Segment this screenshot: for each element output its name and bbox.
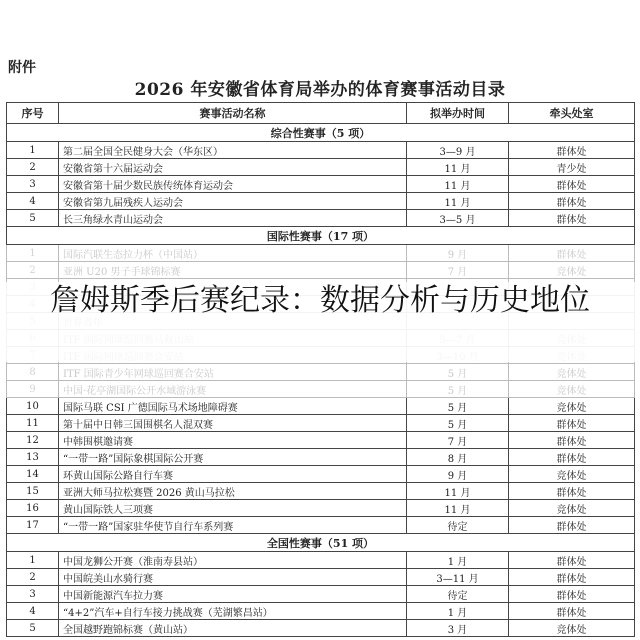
section-header-row bbox=[7, 534, 635, 552]
event-name: 第二届全国全民健身大会（华东区） bbox=[59, 142, 407, 159]
event-date: 11 月 bbox=[407, 176, 509, 193]
event-date: 9 月 bbox=[407, 245, 509, 262]
table-row bbox=[7, 483, 635, 500]
event-date: 1 月 bbox=[407, 603, 509, 620]
section-title: 国际性赛事（17 项） bbox=[7, 227, 635, 245]
event-name: 国际马联 CSI 广德国际马术场地障碍赛 bbox=[59, 398, 407, 415]
row-number: 8 bbox=[7, 364, 59, 381]
row-number: 5 bbox=[7, 620, 59, 637]
section-title: 全国性赛事（51 项） bbox=[7, 534, 635, 552]
lead-department: 群体处 bbox=[509, 176, 635, 193]
table-row bbox=[7, 432, 635, 449]
table-row bbox=[7, 364, 635, 381]
table-row bbox=[7, 262, 635, 279]
lead-department: 群体处 bbox=[509, 586, 635, 603]
document-title: 2026 年安徽省体育局举办的体育赛事活动目录 bbox=[134, 80, 506, 100]
table-row bbox=[7, 517, 635, 534]
event-name: 全国越野跑锦标赛（黄山站） bbox=[59, 620, 407, 637]
event-date: 11 月 bbox=[407, 483, 509, 500]
table-row bbox=[7, 466, 635, 483]
event-date: 11 月 bbox=[407, 500, 509, 517]
lead-department: 竞体处 bbox=[509, 262, 635, 279]
row-number: 2 bbox=[7, 262, 59, 279]
column-header-date: 拟举办时间 bbox=[407, 103, 509, 124]
row-number: 2 bbox=[7, 569, 59, 586]
table-row bbox=[7, 415, 635, 432]
event-name: 长三角绿水青山运动会 bbox=[59, 210, 407, 227]
events-table bbox=[6, 102, 635, 637]
table-row bbox=[7, 552, 635, 569]
lead-department: 群体处 bbox=[509, 449, 635, 466]
overlay-title: 詹姆斯季后赛纪录：数据分析与历史地位 bbox=[50, 283, 590, 318]
row-number: 15 bbox=[7, 483, 59, 500]
row-number: 1 bbox=[7, 245, 59, 262]
attachment-label: 附件 bbox=[8, 60, 36, 76]
column-header-number: 序号 bbox=[7, 103, 59, 124]
section-header-row bbox=[7, 124, 635, 142]
row-number: 5 bbox=[7, 210, 59, 227]
event-date: 待定 bbox=[407, 517, 509, 534]
event-name: 安徽省第十六届运动会 bbox=[59, 159, 407, 176]
lead-department: 群体处 bbox=[509, 210, 635, 227]
table-row bbox=[7, 245, 635, 262]
event-name: 中国龙狮公开赛（淮南寿县站） bbox=[59, 552, 407, 569]
event-name: 中国新能源汽车拉力赛 bbox=[59, 586, 407, 603]
event-name: 安徽省第十届少数民族传统体育运动会 bbox=[59, 176, 407, 193]
section-title: 综合性赛事（5 项） bbox=[7, 124, 635, 142]
table-row bbox=[7, 210, 635, 227]
event-name: 中韩围棋邀请赛 bbox=[59, 432, 407, 449]
lead-department: 群体处 bbox=[509, 517, 635, 534]
event-name: “一带一路”国家驻华使节自行车系列赛 bbox=[59, 517, 407, 534]
lead-department: 竞体处 bbox=[509, 381, 635, 398]
event-date: 3—11 月 bbox=[407, 569, 509, 586]
row-number: 3 bbox=[7, 586, 59, 603]
lead-department: 群体处 bbox=[509, 432, 635, 449]
lead-department: 竞体处 bbox=[509, 620, 635, 637]
event-name: 亚洲 U20 男子手球锦标赛 bbox=[59, 262, 407, 279]
lead-department: 群体处 bbox=[509, 245, 635, 262]
table-row bbox=[7, 142, 635, 159]
lead-department: 群体处 bbox=[509, 603, 635, 620]
event-date: 9 月 bbox=[407, 466, 509, 483]
row-number: 1 bbox=[7, 552, 59, 569]
row-number: 3 bbox=[7, 176, 59, 193]
event-name: 中国皖美山水骑行赛 bbox=[59, 569, 407, 586]
lead-department: 竞体处 bbox=[509, 364, 635, 381]
event-date: 11 月 bbox=[407, 193, 509, 210]
lead-department: 竞体处 bbox=[509, 466, 635, 483]
table-row bbox=[7, 159, 635, 176]
event-date: 3 月 bbox=[407, 620, 509, 637]
row-number: 10 bbox=[7, 398, 59, 415]
table-row bbox=[7, 620, 635, 637]
section-header-row bbox=[7, 227, 635, 245]
row-number: 4 bbox=[7, 603, 59, 620]
event-date: 待定 bbox=[407, 586, 509, 603]
lead-department: 竞体处 bbox=[509, 398, 635, 415]
column-header-event-name: 赛事活动名称 bbox=[59, 103, 407, 124]
event-date: 5 月 bbox=[407, 364, 509, 381]
event-name: “4+2”汽车+自行车接力挑战赛（芜湖繁昌站） bbox=[59, 603, 407, 620]
event-date: 5 月 bbox=[407, 415, 509, 432]
event-name: “一带一路”国际象棋国际公开赛 bbox=[59, 449, 407, 466]
lead-department: 群体处 bbox=[509, 142, 635, 159]
lead-department: 群体处 bbox=[509, 552, 635, 569]
table-row bbox=[7, 449, 635, 466]
table-row bbox=[7, 176, 635, 193]
event-name: 国际汽联生态拉力杯（中国站） bbox=[59, 245, 407, 262]
row-number: 14 bbox=[7, 466, 59, 483]
event-name: 环黄山国际公路自行车赛 bbox=[59, 466, 407, 483]
event-name: 安徽省第九届残疾人运动会 bbox=[59, 193, 407, 210]
event-date: 5 月 bbox=[407, 398, 509, 415]
row-number: 13 bbox=[7, 449, 59, 466]
row-number: 17 bbox=[7, 517, 59, 534]
lead-department: 群体处 bbox=[509, 415, 635, 432]
event-date: 7 月 bbox=[407, 432, 509, 449]
event-date: 11 月 bbox=[407, 159, 509, 176]
row-number: 16 bbox=[7, 500, 59, 517]
event-date: 7 月 bbox=[407, 262, 509, 279]
table-row bbox=[7, 193, 635, 210]
table-row bbox=[7, 398, 635, 415]
row-number: 2 bbox=[7, 159, 59, 176]
table-row bbox=[7, 603, 635, 620]
row-number: 9 bbox=[7, 381, 59, 398]
lead-department: 群体处 bbox=[509, 193, 635, 210]
event-date: 8 月 bbox=[407, 449, 509, 466]
column-header-department: 牵头处室 bbox=[509, 103, 635, 124]
row-number: 12 bbox=[7, 432, 59, 449]
event-name: 亚洲大师马拉松赛暨 2026 黄山马拉松 bbox=[59, 483, 407, 500]
event-date: 3—5 月 bbox=[407, 210, 509, 227]
event-name: 中国·花亭湖国际公开水域游泳赛 bbox=[59, 381, 407, 398]
event-name: 第十届中日韩三国围棋名人混双赛 bbox=[59, 415, 407, 432]
row-number: 11 bbox=[7, 415, 59, 432]
event-date: 3—9 月 bbox=[407, 142, 509, 159]
table-header-row bbox=[7, 103, 635, 124]
event-date: 1 月 bbox=[407, 552, 509, 569]
table-body bbox=[7, 124, 635, 637]
table-row bbox=[7, 500, 635, 517]
event-name: 黄山国际铁人三项赛 bbox=[59, 500, 407, 517]
row-number: 1 bbox=[7, 142, 59, 159]
lead-department: 群体处 bbox=[509, 483, 635, 500]
lead-department: 竞体处 bbox=[509, 500, 635, 517]
table-row bbox=[7, 381, 635, 398]
lead-department: 群体处 bbox=[509, 569, 635, 586]
table-row bbox=[7, 586, 635, 603]
event-name: ITF 国际青少年网球巡回赛合安站 bbox=[59, 364, 407, 381]
row-number: 4 bbox=[7, 193, 59, 210]
table-row bbox=[7, 569, 635, 586]
event-date: 5 月 bbox=[407, 381, 509, 398]
lead-department: 青少处 bbox=[509, 159, 635, 176]
